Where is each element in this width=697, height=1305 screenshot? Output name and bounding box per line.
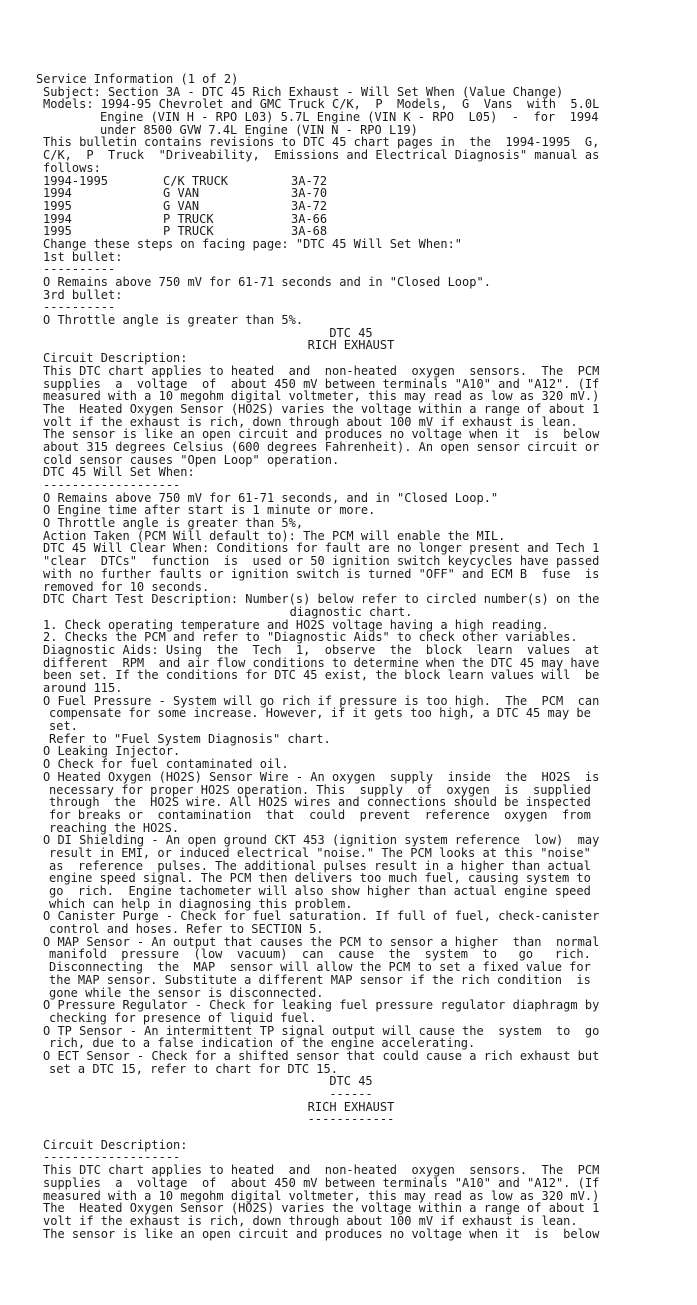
diagnostic-aid-item: O Check for fuel contaminated oil. (43, 757, 289, 772)
diagnostic-aid-continuation: set. (49, 719, 78, 734)
section-body-line: with no further faults or ignition switch is turned "OFF" and ECM B fuse is (43, 566, 600, 581)
section-body-line: DTC Chart Test Description: Number(s) below refer to circled number(s) on the (43, 592, 600, 607)
revisions-table-row (36, 213, 666, 226)
revisions-table-row (36, 175, 666, 188)
bulletin-subject: Subject: Section 3A - DTC 45 Rich Exhaust - Will Set When (Value Change) (43, 84, 564, 99)
diagnostic-aid-continuation: gone while the sensor is disconnected. (49, 985, 324, 1000)
section-body-line: DTC 45 Will Set When: (43, 465, 195, 480)
change-steps-block (36, 238, 666, 327)
dtc-heading-2: DTC 45 (329, 1074, 373, 1089)
revisions-table-cell: 3A-68 (291, 224, 328, 239)
diagnostic-chart-label: diagnostic chart. (289, 604, 413, 619)
section-body-line: O Throttle angle is greater than 5%, (43, 516, 304, 531)
bulletin-intro-line: follows: (43, 160, 101, 175)
bulletin-models-line: Engine (VIN H - RPO L03) 5.7L Engine (VIN K - RPO L05) - for 1994 (100, 110, 599, 125)
diagnostic-aid-continuation: for breaks or contamination that could prevent reference oxygen from (49, 807, 591, 822)
diagnostic-aid-continuation: through the HO2S wire. All HO2S wires and connections should be inspected (49, 795, 591, 810)
diagnostic-aid-continuation: necessary for proper HO2S operation. This supply of oxygen is supplied (49, 782, 591, 797)
section-body-line: O Remains above 750 mV for 61-71 seconds, and in "Closed Loop." (43, 490, 499, 505)
revisions-table-cell: 3A-72 (291, 198, 328, 213)
section-body-line: measured with a 10 megohm digital voltmeter, this may read as low as 320 mV.) (43, 389, 600, 404)
section-body-line: Action Taken (PCM Will default to): The PCM will enable the MIL. (43, 528, 506, 543)
diagnostic-aid-continuation: checking for presence of liquid fuel. (49, 1010, 317, 1025)
tail-line: Circuit Description: (43, 1137, 188, 1152)
diagnostic-line: around 115. (43, 681, 123, 695)
diagnostic-aid-item: O Canister Purge - Check for fuel saturation. If full of fuel, check-canister (43, 909, 600, 924)
diagnostic-aid-continuation: control and hoses. Refer to SECTION 5. (49, 922, 324, 937)
diagnostic-aid-continuation: as reference pulses. The additional pulses result in a higher than actual (49, 858, 591, 873)
revisions-table-cell: 1995 (43, 198, 72, 213)
revisions-table-cell: 3A-72 (291, 173, 328, 188)
bulletin-intro-line: This bulletin contains revisions to DTC 45 chart pages in the 1994-1995 G, (43, 135, 600, 150)
diagnostic-aid-continuation: go rich. Engine tachometer will also show higher than actual engine speed (49, 884, 591, 898)
section-body-line: supplies a voltage of about 450 mV between terminals "A10" and "A12". (If (43, 376, 600, 391)
service-bulletin-document (36, 73, 666, 1240)
revisions-table-cell: 1994 (43, 211, 72, 226)
revisions-table-cell: 3A-66 (291, 211, 328, 226)
revisions-table-row (36, 187, 666, 200)
section-body-line: removed for 10 seconds. (43, 579, 210, 594)
tail-line: measured with a 10 megohm digital voltmeter, this may read as low as 320 mV.) (43, 1188, 600, 1203)
diagnostic-aid-item: O Leaking Injector. (43, 744, 181, 759)
diagnostic-line: 1. Check operating temperature and HO2S voltage having a high reading. (43, 617, 549, 632)
diagnostic-aid-continuation: Disconnecting the MAP sensor will allow the PCM to set a fixed value for (49, 960, 591, 975)
diagnostic-line: 2. Checks the PCM and refer to "Diagnostic Aids" to check other variables. (43, 630, 578, 645)
revisions-table-cell: 3A-70 (291, 186, 328, 201)
revisions-table-cell: C/K TRUCK (163, 173, 229, 188)
diagnostic-aid-item: O TP Sensor - An intermittent TP signal output will cause the system to go (43, 1023, 600, 1038)
revisions-table-cell: 1994 (43, 186, 72, 201)
bulletin-title: Service Information (1 of 2) (36, 72, 239, 86)
diagnostic-aid-item: O Pressure Regulator - Check for leaking fuel pressure regulator diaphragm by (43, 998, 600, 1013)
revisions-table-cell: P TRUCK (163, 211, 214, 226)
section-body-line: cold sensor causes "Open Loop" operation. (43, 452, 340, 467)
diagnostic-aids-list (36, 695, 666, 1076)
diagnostic-aid-continuation: result in EMI, or induced electrical "noise." The PCM looks at this "noise" (49, 845, 591, 860)
change-step-line: 3rd bullet: (43, 287, 123, 302)
section-body-line: ------------------- (43, 478, 181, 492)
diagnostic-aid-continuation: Refer to "Fuel System Diagnosis" chart. (49, 731, 331, 746)
tail-line: The Heated Oxygen Sensor (HO2S) varies the voltage within a range of about 1 (43, 1201, 600, 1216)
section-body-line: The sensor is like an open circuit and produces no voltage when it is below (43, 427, 600, 442)
revisions-table-cell: 1994-1995 (43, 173, 109, 188)
section-body-line: "clear DTCs" function is used or 50 ignition switch keycycles have passed (43, 554, 600, 569)
section-body-line: volt if the exhaust is rich, down through about 100 mV if exhaust is lean. (43, 414, 578, 429)
bulletin-models-line: Models: 1994-95 Chevrolet and GMC Truck C/K, P Models, G Vans with 5.0L (43, 97, 600, 112)
diagnostic-aid-item: O DI Shielding - An open ground CKT 453 (ignition system reference low) may (43, 833, 600, 848)
change-step-line: O Throttle angle is greater than 5%. (43, 313, 304, 328)
diagnostic-aid-continuation: manifold pressure (low vacuum) can cause the system to go rich. (49, 947, 591, 962)
change-step-line: Change these steps on facing page: "DTC 45 Will Set When:" (43, 236, 463, 251)
tail-line: volt if the exhaust is rich, down through about 100 mV if exhaust is lean. (43, 1213, 578, 1228)
diagnostic-aid-item: O Heated Oxygen (HO2S) Sensor Wire - An oxygen supply inside the HO2S is (43, 769, 600, 784)
revisions-table-cell: G VAN (163, 186, 200, 201)
change-step-line: ---------- (43, 300, 116, 315)
diagnostic-line: different RPM and air flow conditions to determine when the DTC 45 may have (43, 655, 600, 670)
change-step-line: 1st bullet: (43, 249, 123, 264)
dtc-heading-2-underline: ------ (329, 1087, 373, 1101)
revisions-table-cell: G VAN (163, 198, 200, 213)
section-body-line: about 315 degrees Celsius (600 degrees Fahrenheit). An open sensor circuit or (43, 439, 600, 454)
diagnostic-aid-item: O ECT Sensor - Check for a shifted sensor that could cause a rich exhaust but (43, 1048, 600, 1063)
diagnostic-aid-item: O MAP Sensor - An output that causes the PCM to sensor a higher than normal (43, 934, 600, 949)
revisions-table-row (36, 200, 666, 213)
diagnostic-line: Diagnostic Aids: Using the Tech 1, observe the block learn values at (43, 642, 600, 657)
diagnostic-aids-section (36, 619, 666, 695)
diagnostic-aid-item: O Fuel Pressure - System will go rich if pressure is too high. The PCM can (43, 693, 600, 708)
dtc-subheading-2: RICH EXHAUST (307, 1099, 395, 1114)
repeated-circuit-description (36, 1126, 666, 1240)
diagnostic-aid-continuation: reaching the HO2S. (49, 820, 180, 835)
tail-line: ------------------- (43, 1150, 181, 1165)
section-body-line: DTC 45 Will Clear When: Conditions for fault are no longer present and Tech 1 (43, 541, 600, 556)
revisions-table (36, 175, 666, 238)
tail-line: The sensor is like an open circuit and produces no voltage when it is below (43, 1226, 600, 1241)
diagnostic-aid-continuation: set a DTC 15, refer to chart for DTC 15. (49, 1061, 338, 1076)
dtc-subheading-2-underline: ------------ (307, 1112, 395, 1127)
dtc-subheading: RICH EXHAUST (307, 338, 395, 353)
diagnostic-aid-continuation: the MAP sensor. Substitute a different MAP sensor if the rich condition is (49, 972, 591, 987)
section-body-line: O Engine time after start is 1 minute or more. (43, 503, 376, 518)
section-body-line: Circuit Description: (43, 351, 188, 366)
bulletin-models-line: under 8500 GVW 7.4L Engine (VIN N - RPO L19) (100, 122, 418, 137)
tail-line: This DTC chart applies to heated and non-heated oxygen sensors. The PCM (43, 1163, 600, 1178)
change-step-line: ---------- (43, 262, 116, 277)
tail-line: supplies a voltage of about 450 mV between terminals "A10" and "A12". (If (43, 1175, 600, 1190)
revisions-table-cell: 1995 (43, 224, 72, 239)
tail-line (36, 1126, 666, 1139)
change-step-line: O Remains above 750 mV for 61-71 seconds and in "Closed Loop". (43, 275, 491, 289)
diagnostic-line: been set. If the conditions for DTC 45 exist, the block learn values will be (43, 668, 600, 683)
section-body-line: This DTC chart applies to heated and non-heated oxygen sensors. The PCM (43, 363, 600, 378)
section-body-line: The Heated Oxygen Sensor (HO2S) varies the voltage within a range of about 1 (43, 401, 600, 416)
revisions-table-cell: P TRUCK (163, 224, 214, 239)
diagnostic-aid-continuation: engine speed signal. The PCM then delivers too much fuel, causing system to (49, 871, 591, 886)
bulletin-intro-line: C/K, P Truck "Driveability, Emissions and Electrical Diagnosis" manual as (43, 148, 600, 163)
diagnostic-aid-continuation: rich, due to a false indication of the engine accelerating. (49, 1036, 476, 1051)
diagnostic-aid-continuation: compensate for some increase. However, if it gets too high, a DTC 45 may be (49, 706, 591, 721)
diagnostic-aid-continuation: which can help in diagnosing this problem. (49, 896, 353, 911)
circuit-description-section (36, 352, 666, 606)
dtc-heading: DTC 45 (329, 325, 373, 340)
